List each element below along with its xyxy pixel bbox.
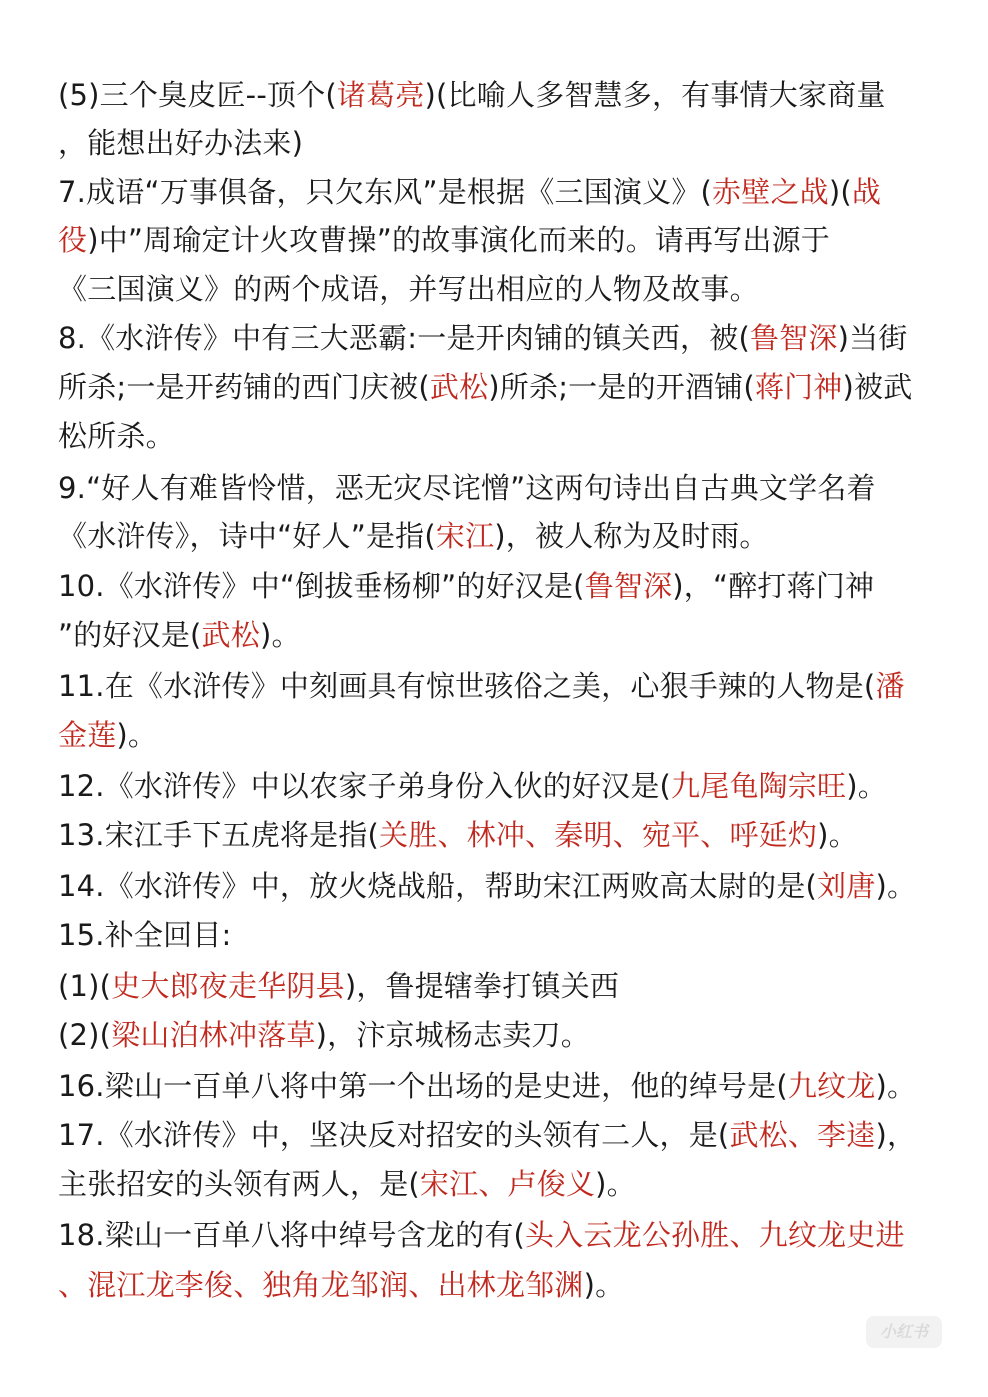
- question-text: )。: [846, 769, 887, 803]
- question-text: )，: [875, 1118, 917, 1152]
- question-text: )中”周瑜定计火攻曹操”的故事演化而来的。请再写出源于: [87, 223, 830, 257]
- question-text: )，被人称为及时雨。: [494, 519, 769, 553]
- answer-text: 九尾龟陶宗旺: [671, 769, 847, 803]
- answer-text: 头入云龙公孙胜、九纹龙史进: [525, 1218, 905, 1252]
- question-text: )当街: [837, 321, 908, 355]
- answer-text: 役: [58, 223, 88, 257]
- text-line: [58, 966, 619, 1006]
- answer-text: 诸葛亮: [336, 78, 425, 112]
- text-line: [58, 866, 916, 906]
- answer-text: 武松: [201, 618, 260, 652]
- text-line: [58, 715, 157, 755]
- answer-text: 刘唐: [817, 869, 876, 903]
- text-line: [58, 468, 876, 508]
- question-text: )。: [259, 618, 301, 652]
- text-line: [58, 915, 232, 955]
- answer-text: 宋江: [435, 519, 495, 553]
- question-text: 18.梁山一百单八将中绰号含龙的有(: [58, 1218, 526, 1252]
- text-line: [58, 766, 887, 806]
- text-line: [58, 815, 858, 855]
- answer-text: 潘: [875, 669, 905, 703]
- question-text: 12.《水浒传》中以农家子弟身份入伙的好汉是(: [58, 769, 672, 803]
- answer-text: 战: [851, 175, 882, 209]
- question-text: )，“醉打蒋门神: [672, 569, 875, 603]
- text-line: [58, 1115, 916, 1155]
- answer-text: 宋江、卢俊义: [419, 1167, 596, 1201]
- answer-text: 金莲: [58, 718, 117, 752]
- question-text: 11.在《水浒传》中刻画具有惊世骇俗之美，心狠手辣的人物是(: [58, 669, 876, 703]
- question-text: 14.《水浒传》中，放火烧战船，帮助宋江两败高太尉的是(: [58, 869, 818, 903]
- question-text: )(: [828, 175, 852, 209]
- text-line: [58, 367, 912, 407]
- answer-text: 九纹龙: [787, 1069, 876, 1103]
- question-text: )。: [875, 1069, 917, 1103]
- question-text: 13.宋江手下五虎将是指(: [58, 818, 380, 852]
- question-text: 7.成语“万事俱备，只欠东风”是根据《三国演义》(: [58, 175, 713, 209]
- question-text: )所杀;一是的开酒铺(: [488, 370, 755, 404]
- question-text: )被武: [842, 370, 913, 404]
- text-line: [58, 269, 759, 309]
- question-text: 10.《水浒传》中“倒拔垂杨柳”的好汉是(: [58, 569, 585, 603]
- text-line: [58, 172, 881, 212]
- text-line: [58, 516, 769, 556]
- question-text: )。: [875, 869, 917, 903]
- text-line: [58, 1215, 905, 1255]
- text-line: [58, 220, 830, 260]
- question-text: 15.补全回目:: [58, 918, 232, 952]
- text-line: [58, 615, 301, 655]
- question-text: 主张招安的头领有两人，是(: [58, 1167, 420, 1201]
- question-text: 16.梁山一百单八将中第一个出场的是史进，他的绰号是(: [58, 1069, 788, 1103]
- question-text: 17.《水浒传》中，坚决反对招安的头领有二人，是(: [58, 1118, 730, 1152]
- answer-text: 、混江龙李俊、独角龙邹润、出林龙邹渊: [58, 1268, 584, 1302]
- question-text: )。: [116, 718, 158, 752]
- text-line: [58, 75, 886, 115]
- question-text: )。: [583, 1268, 625, 1302]
- question-text: 《水浒传》，诗中“好人”是指(: [58, 519, 436, 553]
- question-text: )，鲁提辖拳打镇关西: [344, 969, 620, 1003]
- answer-text: 关胜、林冲、秦明、宛平、呼延灼: [379, 818, 818, 852]
- question-text: )。: [817, 818, 858, 852]
- text-line: [58, 566, 874, 606]
- answer-text: 史大郎夜走华阴县: [111, 969, 345, 1003]
- question-text: 8.《水浒传》中有三大恶霸:一是开肉铺的镇关西，被(: [58, 321, 750, 355]
- question-text: (2)(: [58, 1018, 112, 1052]
- question-text: 所杀;一是开药铺的西门庆被(: [58, 370, 430, 404]
- question-text: )，汴京城杨志卖刀。: [315, 1018, 590, 1052]
- question-text: )(比喻人多智慧多，有事情大家商量: [424, 78, 886, 112]
- text-line: [58, 666, 905, 706]
- text-line: [58, 1265, 624, 1305]
- answer-text: 梁山泊林冲落草: [111, 1018, 316, 1052]
- answer-text: 鲁智深: [584, 569, 673, 603]
- question-text: ，能想出好办法来): [58, 126, 304, 160]
- question-text: 松所杀。: [58, 419, 175, 453]
- answer-text: 蒋门神: [754, 370, 843, 404]
- text-line: [58, 123, 303, 163]
- watermark-logo: 小红书: [866, 1316, 942, 1348]
- text-line: [58, 1066, 916, 1106]
- answer-text: 鲁智深: [749, 321, 838, 355]
- text-line: [58, 1164, 636, 1204]
- question-text: (5)三个臭皮匠--顶个(: [58, 78, 337, 112]
- answer-text: 赤壁之战: [712, 175, 829, 209]
- text-line: [58, 416, 175, 456]
- text-line: [58, 318, 908, 358]
- question-text: 《三国演义》的两个成语，并写出相应的人物及故事。: [58, 272, 759, 306]
- text-line: [58, 1015, 590, 1055]
- answer-text: 武松: [429, 370, 489, 404]
- question-text: 9.“好人有难皆怜惜，恶无灾尽诧憎”这两句诗出自古典文学名着: [58, 471, 876, 505]
- question-text: (1)(: [58, 969, 112, 1003]
- question-text: ”的好汉是(: [58, 618, 202, 652]
- question-text: )。: [595, 1167, 636, 1201]
- answer-text: 武松、李逵: [729, 1118, 876, 1152]
